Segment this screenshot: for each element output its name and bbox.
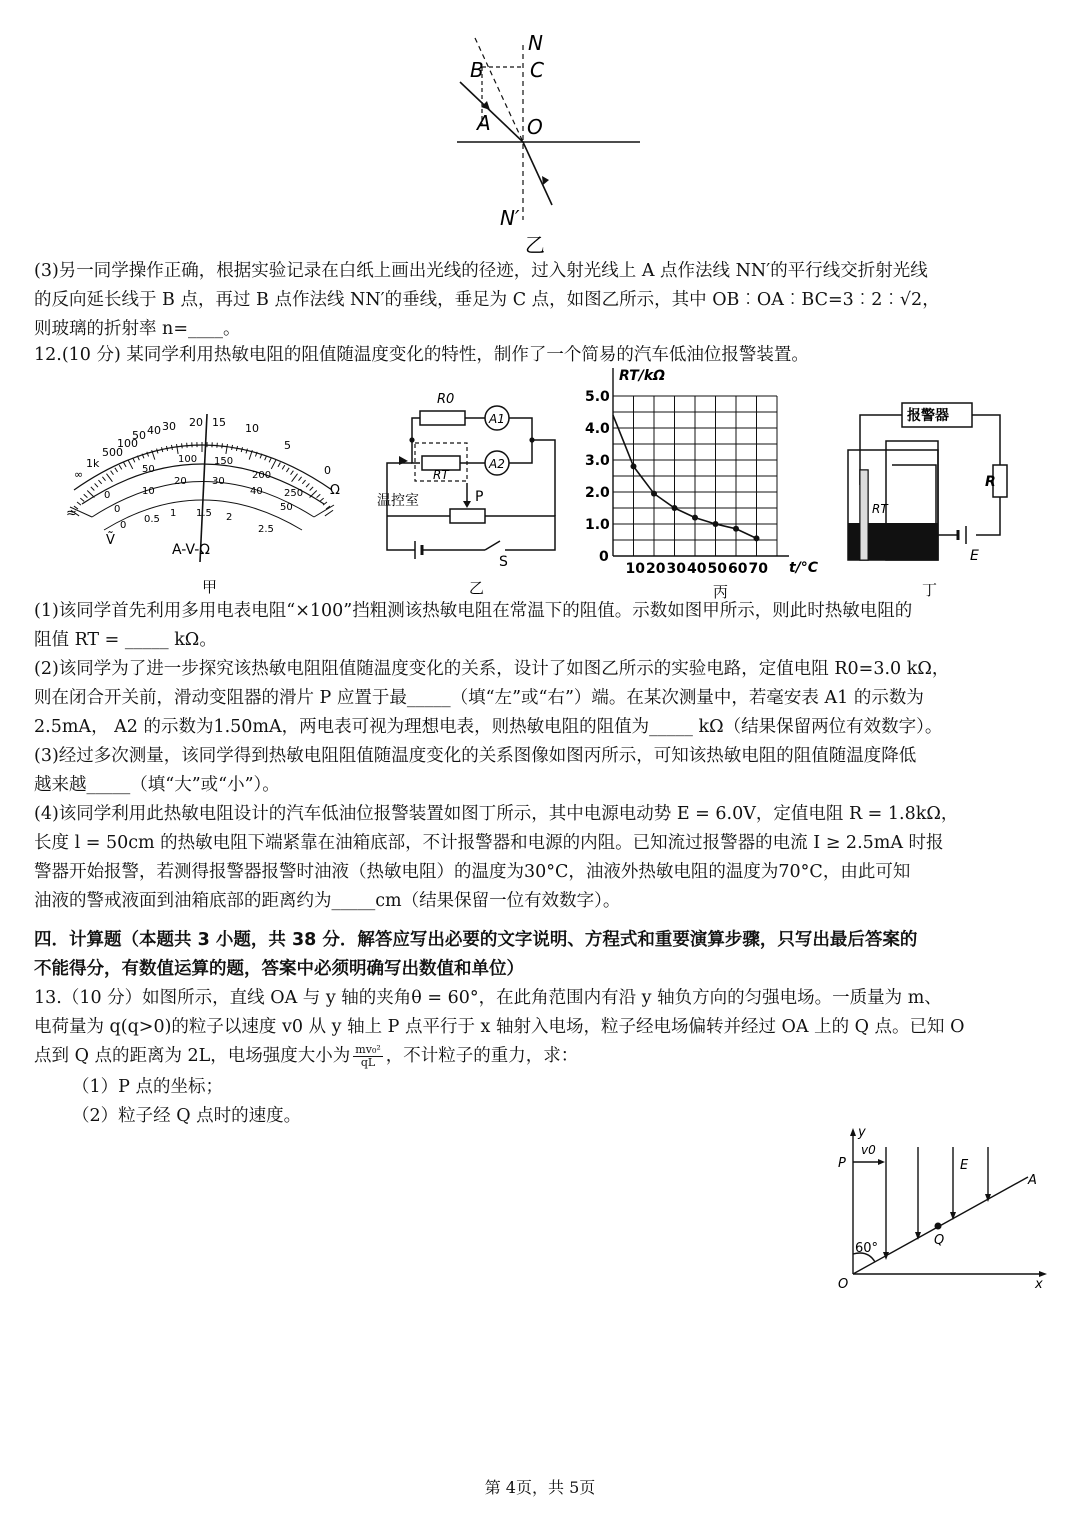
q12-p3-line2: 越来越_____（填“大”或“小”）。 (34, 775, 280, 795)
label-room: 温控室 (377, 493, 419, 509)
label-B: B (470, 58, 484, 82)
omega-symbol: Ω (330, 483, 340, 498)
alarm-figure (840, 395, 1030, 600)
multimeter-figure (62, 412, 352, 597)
label-RT: RT (872, 502, 888, 516)
label-A2: A2 (489, 457, 505, 471)
dial-tick (84, 494, 88, 497)
y-tick-label: 3.0 (585, 453, 610, 469)
dial-tick (292, 474, 298, 482)
dial-tick (115, 468, 118, 472)
q12-p4-line2: 长度 l = 50cm 的热敏电阻下端紧靠在油箱底部，不计报警器和电源的内阻。已知流过报警器的电流 I ≥ 2.5mA 时报 (34, 833, 944, 853)
dial-tick (317, 494, 321, 497)
fraction-numerator: mv₀² (355, 1043, 381, 1056)
x-tick-label: 10 (625, 561, 645, 577)
label-E: E (970, 548, 979, 564)
label-R0: R0 (437, 392, 455, 407)
dial-tick (157, 449, 158, 454)
q11-3-line2: 的反向延长线于 B 点，再过 B 点作法线 NN′的垂线，垂足为 C 点，如图乙所示，其中 OB︰OA︰BC=3︰2︰√2， (34, 290, 940, 310)
q12-p4-line3: 警器开始报警，若测得报警器报警时油液（热敏电阻）的温度为30°C，油液外热敏电阻的温度为70°C，由此可知 (34, 862, 911, 882)
ohm-tick-40: 40 (147, 424, 161, 437)
refraction-figure (440, 30, 660, 255)
ohm-tick-30: 30 (162, 420, 176, 433)
dial-tick (310, 491, 317, 498)
dial-tick (166, 446, 167, 451)
q12-p2-line3: 2.5mA， A2 的示数为1.50mA，两电表可视为理想电表，则热敏电阻的阻值为_____ kΩ（结果保留两位有效数字）。 (34, 717, 943, 737)
x-tick-label: 70 (748, 561, 768, 577)
v2-tick-10: 10 (142, 486, 155, 497)
fraction-denominator: qL (360, 1056, 376, 1069)
q12-p1-line1: (1)该同学首先利用多用电表电阻“×100”挡粗测该热敏电阻在常温下的阻值。示数如图甲所示，则此时热敏电阻的 (34, 601, 913, 621)
x-tick-label: 20 (646, 561, 666, 577)
dial-tick (306, 483, 309, 487)
q13-line3-a: 点到 Q 点的距离为 2L，电场强度大小为 (34, 1046, 351, 1066)
q13-line2: 电荷量为 q(q>0)的粒子以速度 v0 从 y 轴上 P 点平行于 x 轴射入电场，粒子经电场偏转并经过 OA 上的 Q 点。已知 O (34, 1017, 965, 1037)
ohm-tick-20: 20 (189, 416, 203, 429)
label-RT: RT (433, 468, 449, 482)
x-tick-label: 60 (728, 561, 748, 577)
v-tick-150: 150 (214, 456, 234, 467)
ohm-tick-1k: 1k (86, 457, 100, 470)
chart-xlabel: t/°C (789, 560, 819, 576)
label-O: O (838, 1277, 849, 1292)
ohm-tick-10: 10 (245, 422, 259, 435)
dial-tick (119, 465, 122, 469)
data-point (672, 505, 678, 511)
label-angle: 60° (855, 1241, 879, 1256)
rt-temperature-chart (575, 360, 825, 600)
q11-3-line3: 则玻璃的折射率 n=____。 (34, 319, 241, 339)
y-tick-label: 0 (599, 549, 609, 565)
q12-p2-line1: (2)该同学为了进一步探究该热敏电阻阻值随温度变化的关系，设计了如图乙所示的实验电路，定值电阻 R0=3.0 kΩ， (34, 659, 950, 679)
page-footer: 第 4页，共 5页 (484, 1478, 596, 1497)
data-point (651, 491, 657, 497)
chart-ylabel: RT/kΩ (619, 368, 666, 384)
label-O: O (527, 115, 543, 139)
q13-sub2: （2）粒子经 Q 点时的速度。 (72, 1106, 302, 1126)
dial-tick (77, 502, 81, 505)
ohm-tick-0: 0 (324, 464, 331, 477)
dial-tick (282, 465, 285, 469)
q13-line1: 13.（10 分）如图所示，直线 OA 与 y 轴的夹角θ = 60°，在此角范围内有沿 y 轴负方向的匀强电场。一质量为 m、 (34, 988, 942, 1008)
ac-tick-0.5: 0.5 (144, 514, 160, 525)
v-tick-200: 200 (252, 470, 272, 481)
dial-tick (91, 487, 94, 491)
dial-tick (161, 447, 162, 452)
axis-y-label: y (858, 1125, 866, 1140)
ohm-tick-5: 5 (284, 439, 291, 452)
ohm-tick-500: 500 (102, 446, 123, 459)
v2-tick-0: 0 (114, 504, 121, 515)
field-figure (828, 1122, 1053, 1297)
label-P: P (838, 1156, 846, 1171)
ac-tick-2: 2 (226, 512, 233, 523)
v2-tick-40: 40 (250, 486, 263, 497)
figure-caption: 乙 (525, 233, 545, 255)
ohm-tick-50: 50 (132, 429, 146, 442)
label-alarm: 报警器 (907, 408, 949, 424)
label-A1: A1 (489, 412, 505, 426)
dial-tick (302, 480, 305, 484)
v-tick-50: 50 (142, 464, 155, 475)
ohm-tick-inf: ∞ (74, 468, 84, 481)
dial-tick (124, 463, 126, 467)
label-N: N (528, 31, 543, 55)
v2-tick-30: 30 (212, 476, 225, 487)
dial-tick (241, 447, 242, 452)
label-P: P (475, 489, 484, 505)
dial-tick (222, 443, 223, 448)
y-tick-label: 4.0 (585, 421, 610, 437)
data-point (631, 463, 637, 469)
dial-tick (182, 443, 183, 448)
dial-tick (236, 446, 237, 451)
circuit-figure (375, 383, 575, 597)
ohm-tick-100: 100 (117, 437, 138, 450)
rt-curve (613, 415, 757, 538)
x-tick-label: 30 (666, 561, 686, 577)
y-tick-label: 2.0 (585, 485, 610, 501)
label-Q: Q (934, 1233, 945, 1248)
q13-line3 (34, 1042, 1054, 1071)
label-v0: v0 (861, 1143, 876, 1157)
x-tick-label: 50 (707, 561, 727, 577)
ac-tick-2.5: 2.5 (258, 524, 274, 535)
dial-tick (278, 463, 280, 467)
label-Nprime: N′ (500, 206, 520, 230)
ac-tick-1.5: 1.5 (196, 508, 212, 519)
dial-tick (291, 471, 294, 475)
dial-tick (87, 491, 94, 498)
y-tick-label: 5.0 (585, 389, 610, 405)
q12-intro: 12.(10 分) 某同学利用热敏电阻的阻值随温度变化的特性，制作了一个简易的汽车低油位报警装置。 (34, 345, 809, 365)
y-tick-label: 1.0 (585, 517, 610, 533)
dial-tick (286, 468, 289, 472)
meter-label: A-V-Ω (172, 542, 211, 558)
q13-sub1: （1）P 点的坐标； (72, 1077, 223, 1097)
label-A: A (1028, 1173, 1037, 1188)
dial-tick (246, 449, 247, 454)
q12-p4-line1: (4)该同学利用此热敏电阻设计的汽车低油位报警装置如图丁所示，其中电源电动势 E = 6.0V，定值电阻 R = 1.8kΩ， (34, 804, 959, 824)
label-S: S (499, 554, 508, 570)
section4-heading-line2: 不能得分，有数值运算的题，答案中必须明确写出数值和单位） (34, 959, 524, 979)
dial-tick (171, 445, 172, 450)
v-tick-250: 250 (284, 488, 304, 499)
meter-needle (200, 414, 207, 562)
v2-tick-50: 50 (280, 502, 293, 513)
q12-p2-line2: 则在闭合开关前，滑动变阻器的滑片 P 应置于最_____（填“左”或“右”）端。在某次测量中，若毫安表 A1 的示数为 (34, 688, 924, 708)
dial-tick (177, 444, 179, 454)
vtilde-symbol: V͂ (106, 533, 115, 548)
q12-p3-line1: (3)经过多次测量，该同学得到热敏电阻阻值随温度变化的关系图像如图丙所示，可知该热敏电阻的阻值随温度降低 (34, 746, 917, 766)
dial-tick (271, 460, 276, 469)
v-tick-100: 100 (178, 454, 198, 465)
dial-tick (310, 487, 313, 491)
label-C: C (530, 58, 544, 82)
caption-bing: 丙 (713, 583, 729, 600)
caption-yi: 乙 (469, 579, 485, 597)
label-E: E (960, 1158, 969, 1173)
dial-tick (98, 480, 101, 484)
label-R: R (985, 474, 996, 490)
caption-ding: 丁 (922, 581, 938, 599)
ac-tick-0: 0 (120, 520, 127, 531)
v-tick-0: 0 (104, 490, 111, 501)
data-point (713, 521, 719, 527)
q12-p4-line4: 油液的警戒液面到油箱底部的距离约为_____cm（结果保留一位有效数字）。 (34, 891, 621, 911)
dial-tick (80, 498, 84, 501)
field-fraction (353, 1044, 382, 1069)
dial-tick (298, 477, 301, 481)
approx-symbol: ≈ (66, 506, 77, 521)
q13-line3-b: ，不计粒子的重力，求： (385, 1046, 579, 1066)
data-point (692, 515, 698, 521)
caption-jia: 甲 (202, 578, 218, 596)
dial-tick (128, 460, 133, 469)
data-point (754, 535, 760, 541)
dial-tick (102, 477, 105, 481)
q12-p1-line2: 阻值 RT = _____ kΩ。 (34, 630, 217, 650)
dial-tick (325, 510, 333, 516)
q11-3-line1: (3)另一同学操作正确，根据实验记录在白纸上画出光线的径迹，过入射光线上 A 点作法线 NN′的平行线交折射光线 (34, 261, 928, 281)
dial-tick (95, 483, 98, 487)
axis-x-label: x (1035, 1277, 1043, 1292)
label-A: A (477, 111, 491, 135)
point-Q (935, 1223, 942, 1230)
dial-tick (232, 445, 233, 450)
ac-tick-1: 1 (170, 508, 177, 519)
ohm-tick-15: 15 (212, 416, 226, 429)
section4-heading-line1: 四．计算题（本题共 3 小题，共 38 分．解答应写出必要的文字说明、方程式和重要演算步骤，只写出最后答案的 (34, 930, 918, 950)
dial-tick (226, 444, 228, 454)
dial-tick (106, 474, 112, 482)
dial-tick (320, 498, 324, 501)
x-tick-label: 40 (687, 561, 707, 577)
v2-tick-20: 20 (174, 476, 187, 487)
dial-tick (269, 458, 271, 463)
dial-tick (111, 471, 114, 475)
data-point (733, 526, 739, 532)
